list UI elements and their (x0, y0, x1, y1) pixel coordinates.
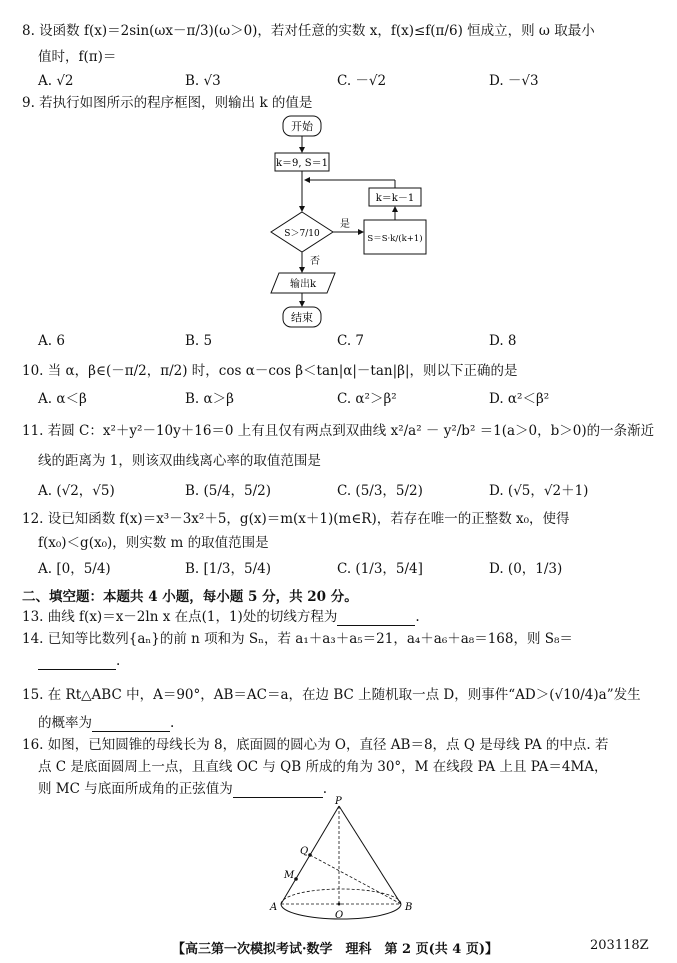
q12-option-c: C. (1/3，5/4] (337, 561, 423, 577)
q15-end: . (170, 715, 175, 731)
cone-label-q: Q (300, 846, 309, 857)
q12-line1: 12. 设已知函数 f(x)＝x³－3x²＋5，g(x)＝m(x＋1)(m∈R)，若存在唯一的正整数 x₀，使得 (22, 511, 570, 527)
q10-option-a: A. α＜β (38, 391, 87, 407)
q14-answer-blank[interactable] (38, 655, 116, 670)
q14-line2 (38, 652, 120, 670)
q16-stem3: 则 MC 与底面所成角的正弦值为 (38, 781, 233, 797)
flow-update-s-text: S＝S·k/(k+1) (367, 234, 423, 244)
q11-option-c: C. (5/3，5/2) (337, 483, 423, 499)
flow-yes-label: 是 (340, 219, 350, 230)
q13-stem: 13. 曲线 f(x)＝x－2ln x 在点(1，1)处的切线方程为 (22, 609, 338, 625)
q13-end: . (415, 609, 420, 625)
q11-option-d: D. (√5，√2＋1) (489, 483, 589, 499)
q11-line2: 线的距离为 1，则该双曲线离心率的取值范围是 (38, 453, 321, 469)
q10-option-b: B. α＞β (185, 391, 234, 407)
q12-option-b: B. [1/3，5/4) (185, 561, 271, 577)
cone-label-p: P (335, 796, 342, 807)
q14-end: . (116, 653, 121, 669)
cone-label-m: M (284, 870, 295, 881)
q8-option-a: A. √2 (38, 73, 74, 89)
q9-option-d: D. 8 (489, 333, 517, 349)
q10-stem: 10. 当 α，β∈(－π/2，π/2) 时，cos α－cos β＜tan|α|－tan|β|，则以下正确的是 (22, 363, 518, 379)
q8-option-b: B. √3 (185, 73, 221, 89)
q11-line1: 11. 若圆 C：x²＋y²－10y＋16＝0 上有且仅有两点到双曲线 x²/a² － y²/b² ＝1(a＞0，b＞0)的一条渐近 (22, 423, 655, 439)
q12-option-d: D. (0，1/3) (489, 561, 563, 577)
q9-option-a: A. 6 (38, 333, 65, 349)
q16-end: . (322, 781, 328, 797)
q12-option-a: A. [0，5/4) (38, 561, 111, 577)
flow-condition-text: S＞7/10 (284, 229, 320, 239)
q9-flowchart (255, 112, 435, 334)
q13-answer-blank[interactable] (337, 611, 415, 626)
q8-option-c: C. －√2 (337, 73, 387, 89)
q15-answer-blank[interactable] (92, 717, 170, 732)
footer-code: 203118Z (590, 938, 649, 953)
flow-output-text: 输出k (289, 279, 317, 290)
q8-line2: 值时，f(π)＝ (38, 49, 117, 65)
q12-line2: f(x₀)＜g(x₀)，则实数 m 的取值范围是 (38, 535, 269, 551)
q10-option-d: D. α²＜β² (489, 391, 550, 407)
flow-init-text: k＝9, S＝1 (276, 158, 328, 169)
q13-text (22, 608, 420, 626)
q8-line1: 8. 设函数 f(x)＝2sin(ωx－π/3)(ω＞0)，若对任意的实数 x，f(x)≤f(π/6) 恒成立，则 ω 取最小 (22, 23, 595, 39)
q11-option-a: A. (√2，√5) (38, 483, 115, 499)
q15-stem2: 的概率为 (38, 715, 92, 731)
section-heading: 二、填空题：本题共 4 小题，每小题 5 分，共 20 分。 (22, 589, 358, 605)
q11-option-b: B. (5/4，5/2) (185, 483, 271, 499)
page-footer (0, 938, 677, 958)
q15-line1: 15. 在 Rt△ABC 中，A＝90°，AB＝AC＝a，在边 BC 上随机取一点 D，则事件“AD＞(√10/4)a”发生 (22, 687, 641, 703)
flow-start-text: 开始 (291, 120, 313, 133)
q16-line1: 16. 如图，已知圆锥的母线长为 8，底面圆的圆心为 O，直径 AB＝8，点 Q 是母线 PA 的中点. 若 (22, 737, 609, 753)
q9-option-b: B. 5 (185, 333, 213, 349)
flow-end-text: 结束 (291, 311, 313, 324)
cone-label-b: B (405, 902, 413, 913)
q9-option-c: C. 7 (337, 333, 365, 349)
footer-title: 【高三第一次模拟考试·数学 理科 第 2 页(共 4 页)】 (172, 942, 499, 957)
q14-line1: 14. 已知等比数列{aₙ}的前 n 项和为 Sₙ，若 a₁＋a₃＋a₅＝21，a₄＋a₆＋a₈＝168，则 S₈＝ (22, 631, 573, 647)
q8-option-d: D. －√3 (489, 73, 539, 89)
q10-option-c: C. α²＞β² (337, 391, 397, 407)
q15-line2 (38, 714, 174, 732)
q16-line2: 点 C 是底面圆周上一点，且直线 OC 与 QB 所成的角为 30°，M 在线段 PA 上且 PA＝4MA， (38, 759, 608, 775)
cone-label-o: O (335, 910, 344, 921)
cone-label-a: A (270, 902, 278, 913)
q9-stem: 9. 若执行如图所示的程序框图，则输出 k 的值是 (22, 95, 313, 111)
flow-update-k-text: k＝k－1 (375, 193, 415, 204)
flow-no-label: 否 (310, 256, 320, 267)
q16-cone-figure (268, 796, 418, 924)
